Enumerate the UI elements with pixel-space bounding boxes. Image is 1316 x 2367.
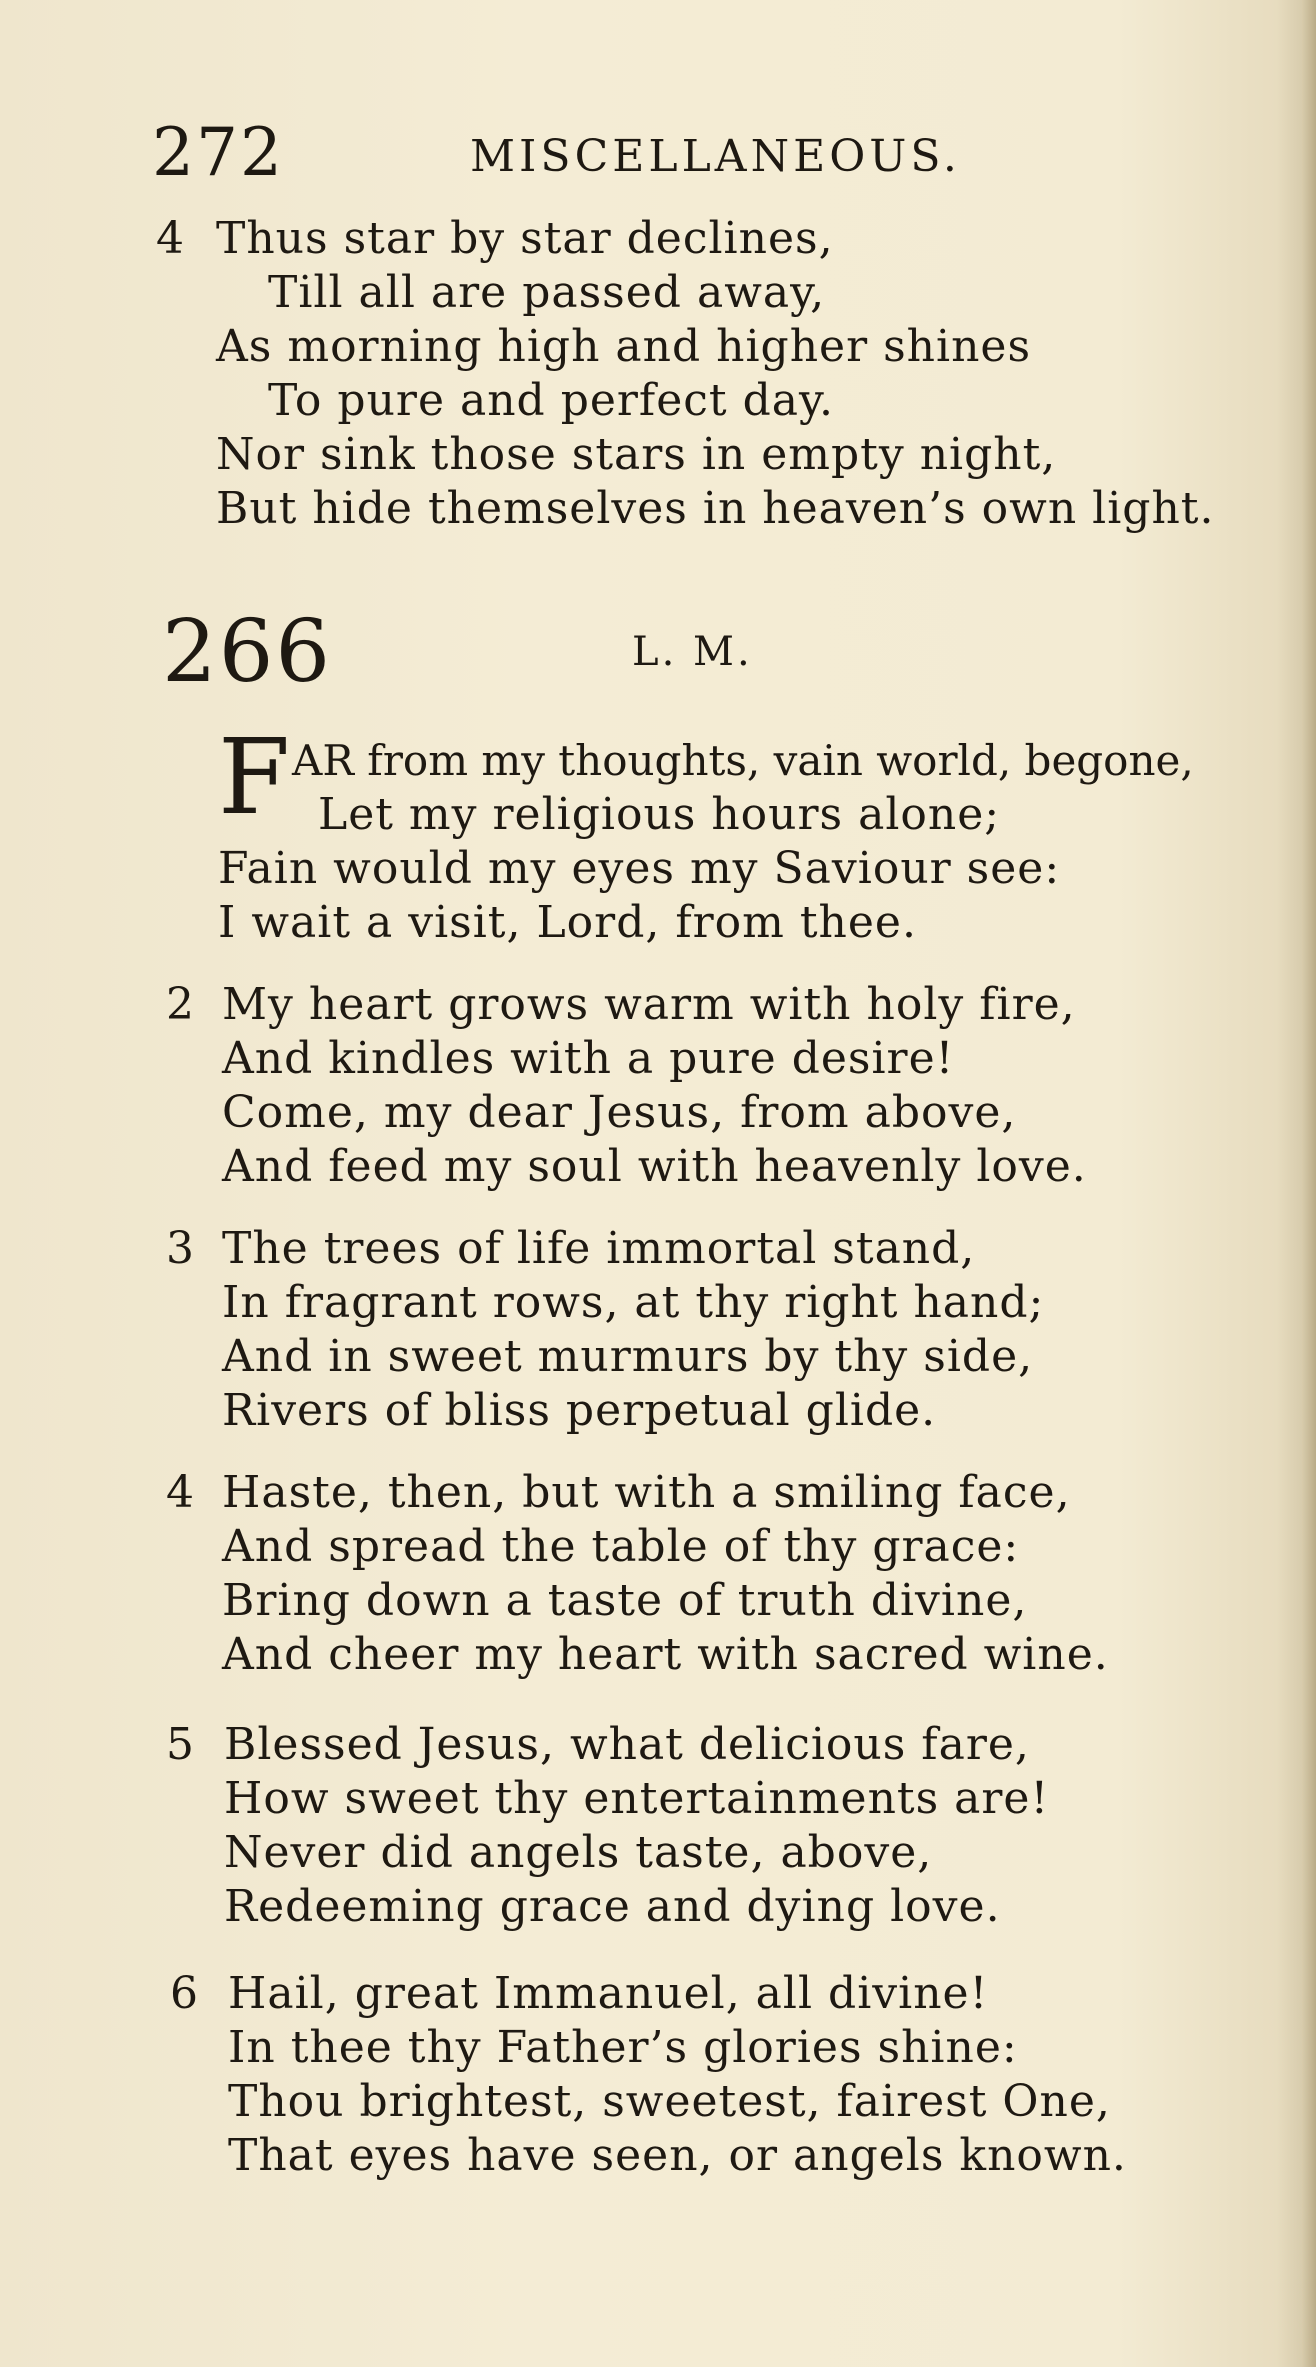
verse-line: To pure and perfect day. (268, 375, 834, 426)
verse-line: How sweet thy entertainments are! (224, 1773, 1050, 1824)
verse-line: As morning high and higher shines (216, 321, 1032, 372)
verse-line: Rivers of bliss perpetual glide. (222, 1385, 937, 1436)
verse-number: 6 (170, 1968, 198, 2019)
verse-line: That eyes have seen, or angels known. (228, 2130, 1127, 2181)
verse-line: In fragrant rows, at thy right hand; (222, 1277, 1045, 1328)
verse-number: 5 (166, 1719, 194, 1770)
verse-line: And spread the table of thy grace: (222, 1521, 1020, 1572)
verse-line: And in sweet murmurs by thy side, (222, 1331, 1034, 1382)
verse-number: 2 (166, 979, 194, 1030)
verse-line: And kindles with a pure desire! (222, 1033, 955, 1084)
drop-cap: F (218, 716, 291, 838)
page-number: 272 (152, 114, 284, 191)
verse-line: I wait a visit, Lord, from thee. (218, 897, 917, 948)
verse-line: Haste, then, but with a smiling face, (222, 1467, 1071, 1518)
verse-line: Bring down a taste of truth divine, (222, 1575, 1028, 1626)
verse-line: Thus star by star declines, (216, 213, 834, 264)
verse-line: The trees of life immortal stand, (222, 1223, 976, 1274)
verse-line: Thou brightest, sweetest, fairest One, (228, 2076, 1111, 2127)
verse-line: Hail, great Immanuel, all divine! (228, 1968, 989, 2019)
verse-line: Blessed Jesus, what delicious fare, (224, 1719, 1030, 1770)
verse-line: Never did angels taste, above, (224, 1827, 933, 1878)
page-header (152, 114, 1152, 191)
verse-line: Come, my dear Jesus, from above, (222, 1087, 1017, 1138)
verse-line: Fain would my eyes my Saviour see: (218, 843, 1061, 894)
verse-line: But hide themselves in heaven’s own light. (216, 483, 1215, 534)
verse-line: And feed my soul with heavenly love. (222, 1141, 1087, 1192)
verse-line: My heart grows warm with holy fire, (222, 979, 1076, 1030)
verse-line: Redeeming grace and dying love. (224, 1881, 1001, 1932)
verse-number: 4 (166, 1467, 194, 1518)
verse-line: Nor sink those stars in empty night, (216, 429, 1057, 480)
verse-number: 3 (166, 1223, 194, 1274)
verse-line: And cheer my heart with sacred wine. (222, 1629, 1109, 1680)
verse-line: Till all are passed away, (268, 267, 826, 318)
verse-line: In thee thy Father’s glories shine: (228, 2022, 1018, 2073)
verse-number: 4 (156, 213, 184, 264)
running-title: MISCELLANEOUS. (470, 131, 961, 182)
page-edge-shadow (1302, 0, 1316, 2367)
hymn-number: 266 (162, 602, 333, 702)
hymn-meter: L. M. (632, 629, 753, 675)
verse-line: Let my religious hours alone; (318, 789, 1001, 840)
verse-line: AR from my thoughts, vain world, begone, (292, 736, 1194, 785)
